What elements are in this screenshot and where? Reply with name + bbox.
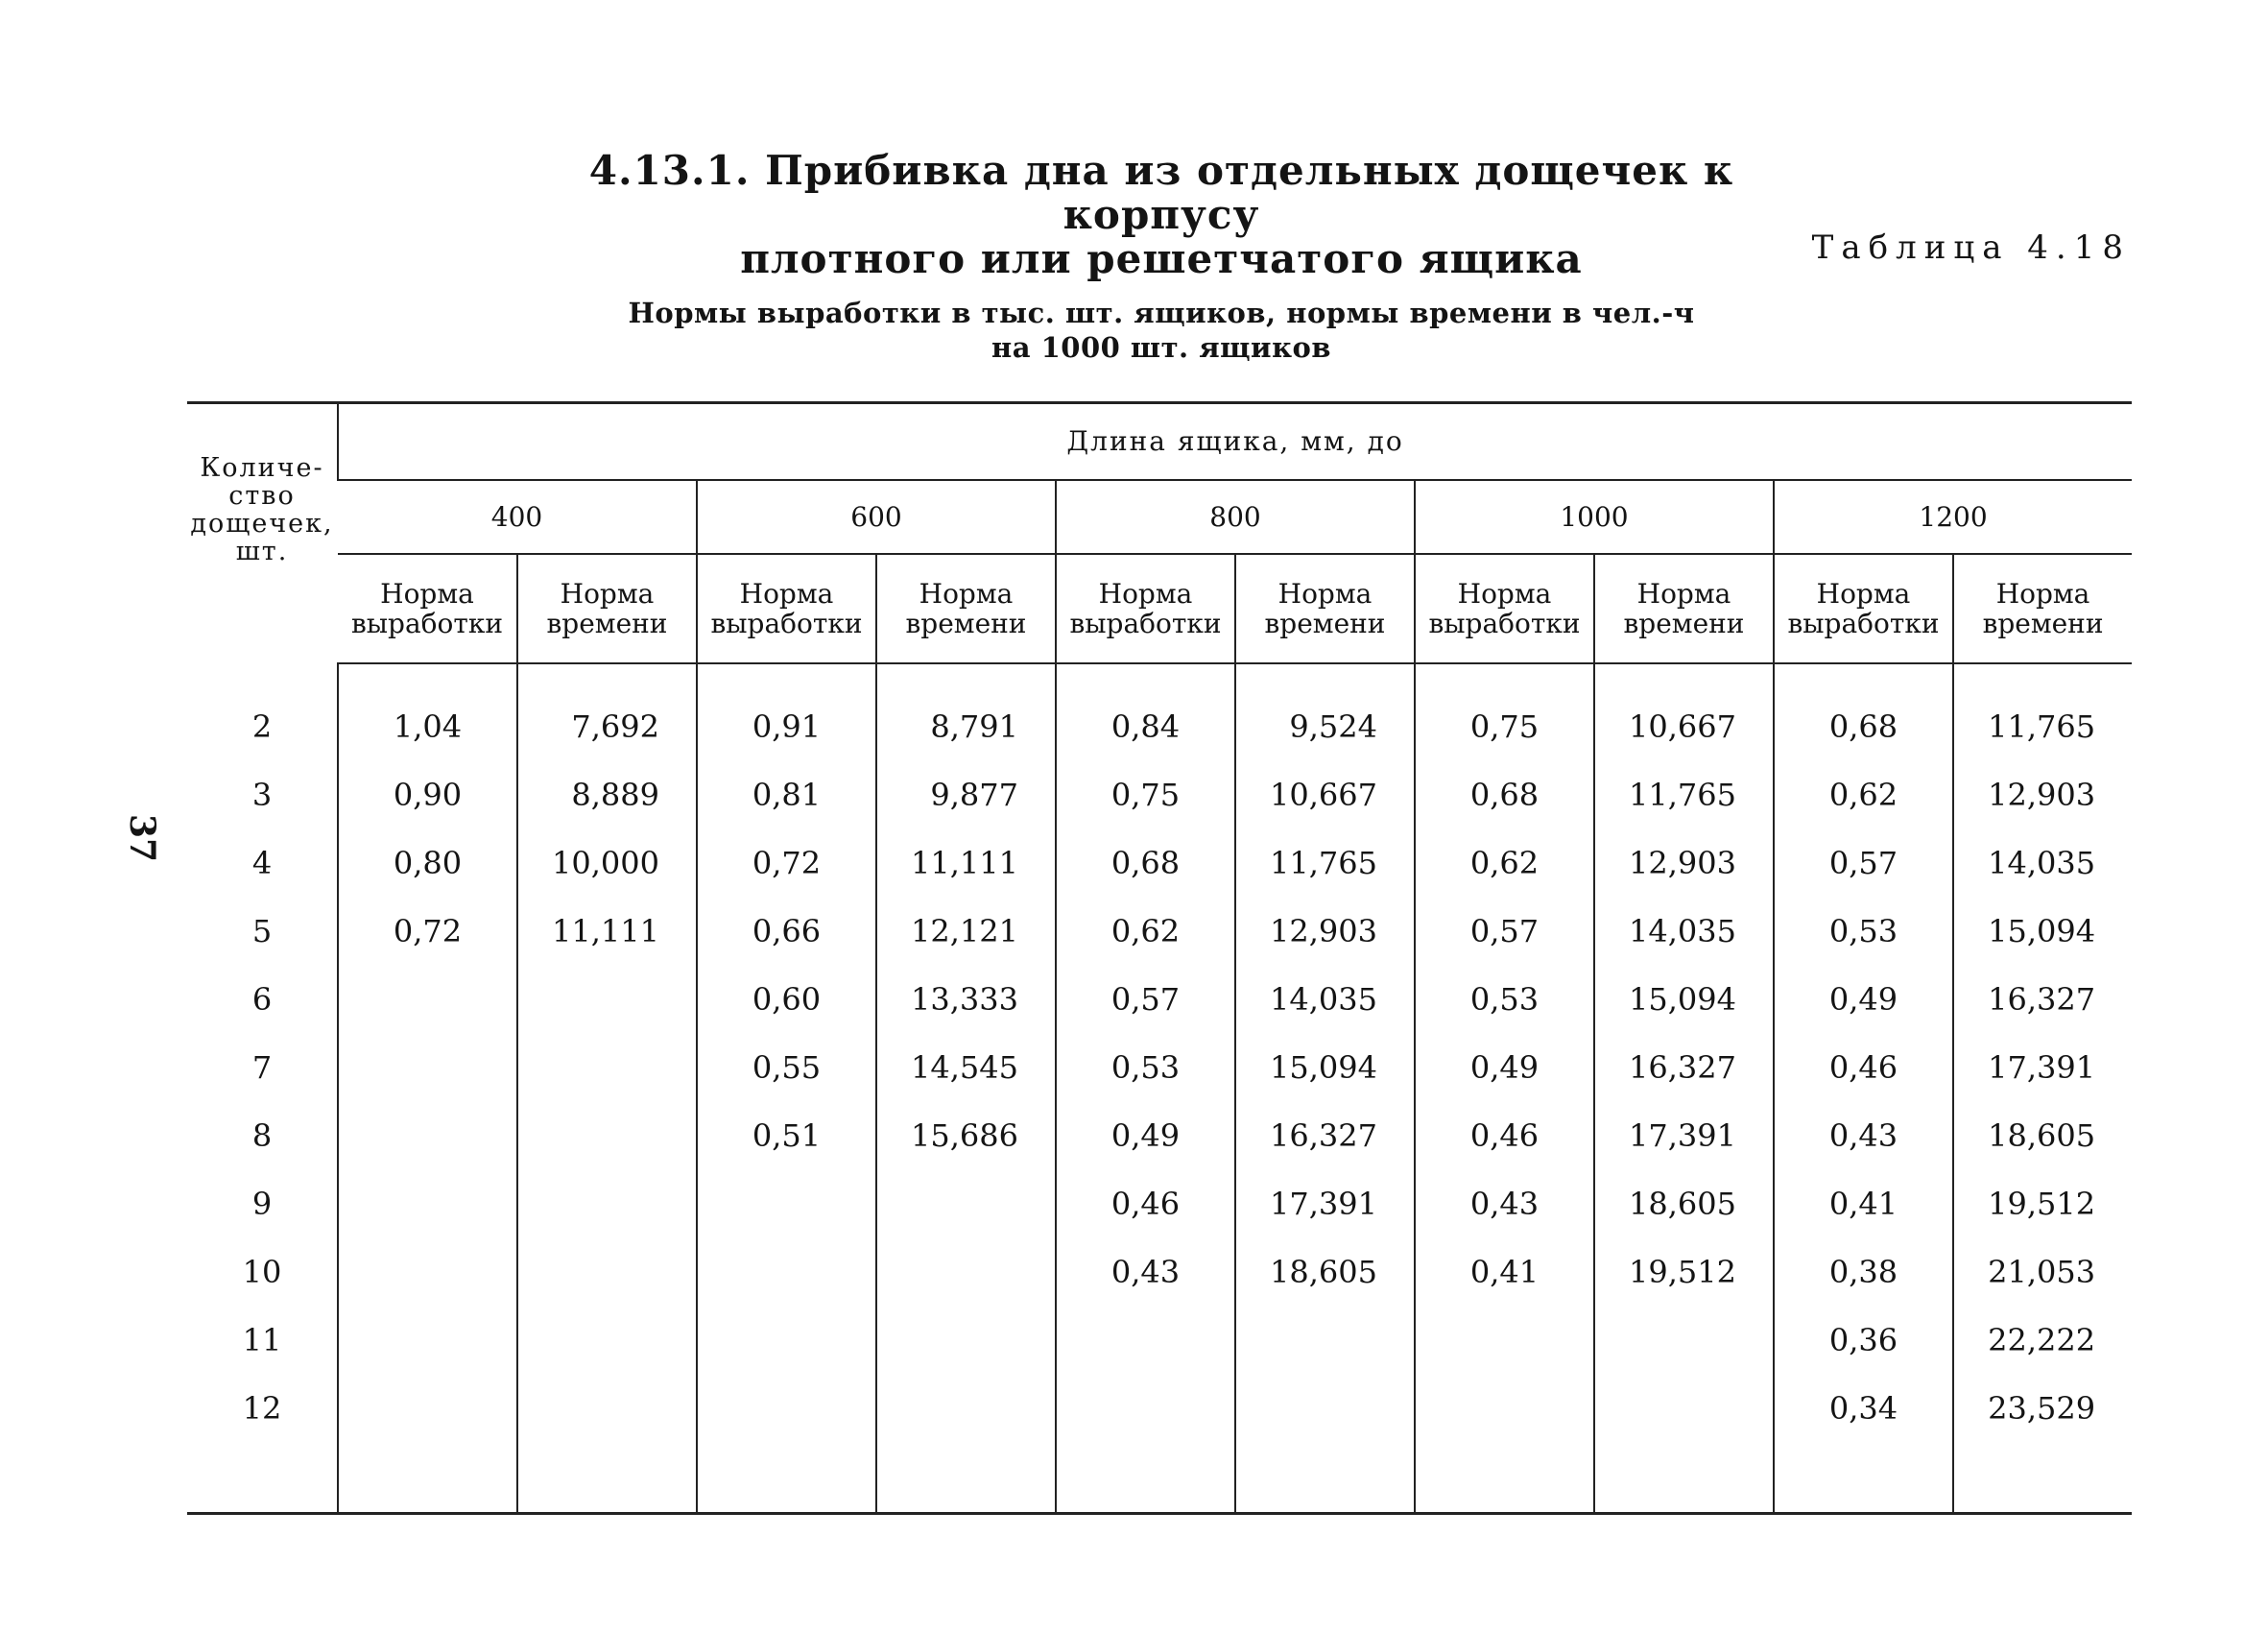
time-norm-cell: 22,222 [1953, 1307, 2132, 1375]
time-norm-cell: 12,903 [1953, 761, 2132, 829]
output-norm-cell: 1,04 [338, 663, 517, 761]
time-norm-header [1953, 554, 2132, 663]
board-count-cell: 7 [251, 1049, 273, 1086]
time-norm-header-line: Норма [1277, 577, 1373, 610]
time-norm-cell: 16,327 [1594, 1034, 1774, 1102]
time-norm-cell [517, 1170, 697, 1238]
output-norm-cell: 0,49 [1415, 1034, 1594, 1102]
table-row [187, 761, 2132, 829]
table-row [187, 1102, 2132, 1170]
time-norm-header [1235, 554, 1415, 663]
section-title-line-1: 4.13.1. Прибивка дна из отдельных дощечек к корпусу [588, 147, 1734, 238]
header-row-lengths [187, 480, 2132, 554]
time-norm-cell [876, 1170, 1056, 1238]
time-norm-header-line: Норма [1995, 577, 2090, 610]
board-count-cell: 5 [251, 913, 273, 949]
time-norm-cell: 17,391 [1235, 1170, 1415, 1238]
header-row-length [187, 403, 2132, 480]
time-norm-cell: 11,765 [1235, 829, 1415, 898]
output-norm-header [1774, 554, 1953, 663]
time-norm-cell: 13,333 [876, 966, 1056, 1034]
output-norm-cell: 0,62 [1415, 829, 1594, 898]
output-norm-cell: 0,68 [1774, 663, 1953, 761]
output-norm-cell: 0,57 [1056, 966, 1235, 1034]
output-norm-cell: 0,53 [1774, 898, 1953, 966]
output-norm-cell [338, 1034, 517, 1102]
output-norm-header [697, 554, 876, 663]
time-norm-cell: 12,903 [1235, 898, 1415, 966]
output-norm-cell: 0,57 [1415, 898, 1594, 966]
output-norm-cell: 0,49 [1056, 1102, 1235, 1170]
output-norm-cell: 0,81 [697, 761, 876, 829]
time-norm-cell: 14,035 [1594, 898, 1774, 966]
board-count-cell: 8 [251, 1117, 273, 1154]
time-norm-cell: 9,877 [876, 761, 1056, 829]
output-norm-cell: 0,72 [338, 898, 517, 966]
board-count-cell: 3 [251, 777, 273, 813]
time-norm-cell [517, 1307, 697, 1375]
board-count-cell: 4 [251, 845, 273, 881]
time-norm-cell: 15,686 [876, 1102, 1056, 1170]
time-norm-cell: 15,094 [1235, 1034, 1415, 1102]
output-norm-cell: 0,62 [1774, 761, 1953, 829]
time-norm-cell: 18,605 [1953, 1102, 2132, 1170]
output-norm-header-line: Норма [739, 577, 834, 610]
time-norm-cell: 10,667 [1235, 761, 1415, 829]
time-norm-header-line: Норма [560, 577, 655, 610]
output-norm-header-line: выработки [1787, 607, 1940, 639]
time-norm-cell: 12,903 [1594, 829, 1774, 898]
time-norm-header-line: Норма [1636, 577, 1731, 610]
length-header: Длина ящика, мм, до [338, 403, 2132, 480]
section-title-line-2: плотного или решетчатого ящика [740, 235, 1583, 282]
time-norm-cell [876, 1307, 1056, 1375]
table-row [187, 898, 2132, 966]
page-number: 37 [122, 813, 162, 863]
time-norm-cell [517, 1034, 697, 1102]
output-norm-cell: 0,62 [1056, 898, 1235, 966]
section-title [537, 149, 1785, 281]
output-norm-cell [338, 1102, 517, 1170]
time-norm-cell: 18,605 [1594, 1170, 1774, 1238]
time-norm-cell [517, 1375, 697, 1514]
output-norm-cell: 0,41 [1415, 1238, 1594, 1307]
time-norm-cell [1235, 1375, 1415, 1514]
table-row [187, 663, 2132, 761]
output-norm-cell [338, 1170, 517, 1238]
output-norm-cell [1056, 1375, 1235, 1514]
time-norm-header [1594, 554, 1774, 663]
output-norm-cell: 0,49 [1774, 966, 1953, 1034]
output-norm-cell: 0,38 [1774, 1238, 1953, 1307]
count-header-line: Количе- [200, 453, 324, 483]
time-norm-header-line: времени [1264, 607, 1386, 639]
time-norm-cell [517, 1102, 697, 1170]
board-count-cell: 12 [242, 1390, 282, 1427]
output-norm-cell: 0,53 [1415, 966, 1594, 1034]
time-norm-cell: 19,512 [1594, 1238, 1774, 1307]
output-norm-header-line: Норма [1457, 577, 1552, 610]
time-norm-cell: 8,889 [517, 761, 697, 829]
time-norm-cell [1594, 1307, 1774, 1375]
output-norm-header [1415, 554, 1594, 663]
time-norm-cell [517, 1238, 697, 1307]
time-norm-cell: 15,094 [1953, 898, 2132, 966]
output-norm-cell: 0,46 [1415, 1102, 1594, 1170]
output-norm-cell [697, 1375, 876, 1514]
length-1000: 1000 [1415, 480, 1774, 554]
header-row-norms [187, 554, 2132, 663]
output-norm-header-line: Норма [1098, 577, 1193, 610]
output-norm-cell: 0,84 [1056, 663, 1235, 761]
time-norm-cell: 8,791 [876, 663, 1056, 761]
table-row [187, 1238, 2132, 1307]
count-header-line: дощечек, [190, 509, 334, 539]
output-norm-header-line: выработки [350, 607, 504, 639]
norms-table [187, 401, 2132, 1515]
time-norm-cell: 11,765 [1953, 663, 2132, 761]
board-count-cell: 9 [251, 1186, 273, 1222]
time-norm-cell: 11,111 [517, 898, 697, 966]
board-count-cell: 10 [242, 1254, 282, 1290]
output-norm-cell [1056, 1307, 1235, 1375]
output-norm-cell: 0,66 [697, 898, 876, 966]
output-norm-cell [338, 1375, 517, 1514]
time-norm-cell: 15,094 [1594, 966, 1774, 1034]
output-norm-cell: 0,75 [1056, 761, 1235, 829]
output-norm-cell [697, 1170, 876, 1238]
output-norm-cell: 0,68 [1056, 829, 1235, 898]
output-norm-cell: 0,60 [697, 966, 876, 1034]
output-norm-header [1056, 554, 1235, 663]
output-norm-header [338, 554, 517, 663]
output-norm-cell: 0,43 [1774, 1102, 1953, 1170]
output-norm-cell: 0,57 [1774, 829, 1953, 898]
output-norm-header-line: выработки [1428, 607, 1581, 639]
table-row [187, 1170, 2132, 1238]
table-row [187, 966, 2132, 1034]
table-row [187, 1034, 2132, 1102]
table-subtitle-line-1: Нормы выработки в тыс. шт. ящиков, нормы времени в чел.-ч [628, 297, 1695, 329]
output-norm-cell: 0,55 [697, 1034, 876, 1102]
table-body [187, 663, 2132, 1514]
length-600: 600 [697, 480, 1056, 554]
table-subtitle-line-2: на 1000 шт. ящиков [991, 331, 1331, 364]
time-norm-cell: 7,692 [517, 663, 697, 761]
time-norm-cell: 14,545 [876, 1034, 1056, 1102]
board-count-cell: 6 [251, 981, 273, 1018]
table-row [187, 829, 2132, 898]
board-count-cell: 2 [251, 708, 273, 745]
table-row [187, 1375, 2132, 1514]
time-norm-cell: 16,327 [1235, 1102, 1415, 1170]
time-norm-cell: 12,121 [876, 898, 1056, 966]
output-norm-cell: 0,34 [1774, 1375, 1953, 1514]
time-norm-cell: 21,053 [1953, 1238, 2132, 1307]
output-norm-cell [338, 966, 517, 1034]
time-norm-cell [1594, 1375, 1774, 1514]
time-norm-cell: 17,391 [1953, 1034, 2132, 1102]
output-norm-header-line: выработки [710, 607, 863, 639]
output-norm-cell: 0,43 [1415, 1170, 1594, 1238]
output-norm-cell [697, 1238, 876, 1307]
length-1200: 1200 [1774, 480, 2132, 554]
output-norm-cell: 0,53 [1056, 1034, 1235, 1102]
output-norm-cell: 0,68 [1415, 761, 1594, 829]
time-norm-cell: 9,524 [1235, 663, 1415, 761]
time-norm-cell: 14,035 [1953, 829, 2132, 898]
output-norm-cell: 0,46 [1774, 1034, 1953, 1102]
output-norm-cell [1415, 1375, 1594, 1514]
length-800: 800 [1056, 480, 1415, 554]
time-norm-cell: 14,035 [1235, 966, 1415, 1034]
time-norm-cell: 16,327 [1953, 966, 2132, 1034]
output-norm-cell: 0,43 [1056, 1238, 1235, 1307]
output-norm-cell: 0,46 [1056, 1170, 1235, 1238]
output-norm-cell: 0,91 [697, 663, 876, 761]
time-norm-cell [1235, 1307, 1415, 1375]
count-header [187, 403, 338, 663]
time-norm-header-line: времени [1623, 607, 1745, 639]
count-header-line: шт. [235, 537, 289, 566]
time-norm-header-line: времени [546, 607, 668, 639]
output-norm-cell [1415, 1307, 1594, 1375]
table-label: Таблица 4.18 [1811, 228, 2131, 267]
output-norm-cell: 0,90 [338, 761, 517, 829]
time-norm-cell: 17,391 [1594, 1102, 1774, 1170]
time-norm-cell [517, 966, 697, 1034]
time-norm-cell: 11,111 [876, 829, 1056, 898]
output-norm-cell: 0,51 [697, 1102, 876, 1170]
output-norm-cell: 0,80 [338, 829, 517, 898]
output-norm-header-line: Норма [1816, 577, 1911, 610]
output-norm-cell [338, 1307, 517, 1375]
time-norm-cell: 23,529 [1953, 1375, 2132, 1514]
count-header-line: ство [228, 481, 296, 511]
output-norm-header-line: Норма [380, 577, 474, 610]
output-norm-cell: 0,75 [1415, 663, 1594, 761]
table-subtitle [537, 296, 1785, 365]
output-norm-cell [697, 1307, 876, 1375]
output-norm-cell: 0,41 [1774, 1170, 1953, 1238]
time-norm-header-line: Норма [919, 577, 1014, 610]
output-norm-header-line: выработки [1069, 607, 1222, 639]
time-norm-header-line: времени [1982, 607, 2104, 639]
time-norm-header-line: времени [905, 607, 1027, 639]
time-norm-cell: 19,512 [1953, 1170, 2132, 1238]
time-norm-header [876, 554, 1056, 663]
output-norm-cell: 0,36 [1774, 1307, 1953, 1375]
time-norm-cell [876, 1238, 1056, 1307]
time-norm-cell: 10,667 [1594, 663, 1774, 761]
time-norm-cell: 18,605 [1235, 1238, 1415, 1307]
time-norm-header [517, 554, 697, 663]
time-norm-cell [876, 1375, 1056, 1514]
table-row [187, 1307, 2132, 1375]
board-count-cell: 11 [242, 1322, 282, 1358]
time-norm-cell: 11,765 [1594, 761, 1774, 829]
output-norm-cell: 0,72 [697, 829, 876, 898]
time-norm-cell: 10,000 [517, 829, 697, 898]
output-norm-cell [338, 1238, 517, 1307]
length-400: 400 [338, 480, 697, 554]
